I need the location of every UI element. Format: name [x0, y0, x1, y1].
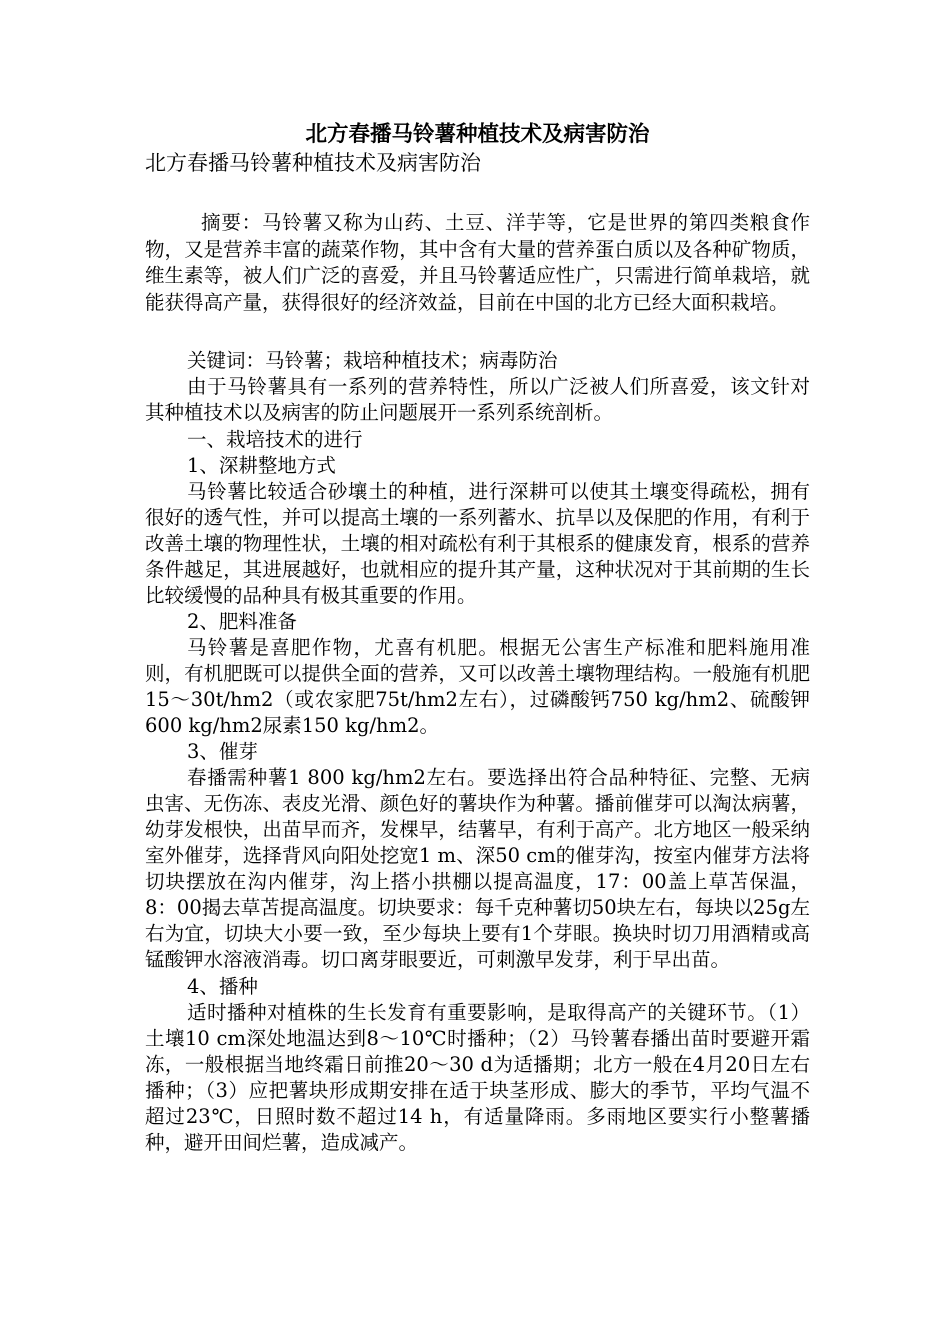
body-paragraph: 马铃薯比较适合砂壤土的种植，进行深耕可以使其土壤变得疏松，拥有很好的透气性，并可以提高土壤的一系列蓄水、抗旱以及保肥的作用，有利于改善土壤的物理性状，土壤的相对疏松有利于其根系的健康发育，根系的营养条件越足，其进展越好，也就相应的提升其产量，这种状况对于其前期的生长比较缓慢的品种具有极其重要的作用。	[145, 479, 810, 607]
document-subtitle: 北方春播马铃薯种植技术及病害防治	[145, 151, 481, 175]
subsection-heading: 4、播种	[187, 974, 258, 998]
subsection-heading: 3、催芽	[187, 740, 258, 764]
body-paragraph: 春播需种薯1 800 kg/hm2左右。要选择出符合品种特征、完整、无病虫害、无伤冻、表皮光滑、颜色好的薯块作为种薯。播前催芽可以淘汰病薯，幼芽发根快，出苗早而齐，发棵早，结薯早，有利于高产。北方地区一般采纳室外催芽，选择背风向阳处挖宽1 m、深50 cm的催芽沟，按室内催芽方法将切块摆放在沟内催芽，沟上搭小拱棚以提高温度，17：00盖上草苫保温，8：00揭去草苫提高温度。切块要求：每千克种薯切50块左右，每块以25g左右为宜，切块大小要一致，至少每块上要有1个芽眼。换块时切刀用酒精或高锰酸钾水溶液消毒。切口离芽眼要近，可刺激早发芽，利于早出苗。	[145, 766, 810, 972]
subsection-heading: 2、肥料准备	[187, 609, 297, 633]
body-paragraph: 适时播种对植株的生长发育有重要影响，是取得高产的关键环节。（1）土壤10 cm深处地温达到8～10℃时播种；（2）马铃薯春播出苗时要避开霜冻，一般根据当地终霜日前推20～30 d为适播期；北方一般在4月20日左右播种；（3）应把薯块形成期安排在适于块茎形成、膨大的季节，平均气温不超过23℃，日照时数不超过14 h，有适量降雨。多雨地区要实行小整薯播种，避开田间烂薯，造成减产。	[145, 1000, 810, 1154]
body-paragraph: 马铃薯是喜肥作物，尤喜有机肥。根据无公害生产标准和肥料施用准则，有机肥既可以提供全面的营养，又可以改善土壤物理结构。一般施有机肥15～30t/hm2（或农家肥75t/hm2左右），过磷酸钙750 kg/hm2、硫酸钾600 kg/hm2尿素150 kg/hm2。	[145, 635, 810, 738]
blank-line	[145, 316, 810, 348]
keywords-line: 关键词：马铃薯；栽培种植技术；病毒防治	[187, 349, 558, 373]
document-title: 北方春播马铃薯种植技术及病害防治	[305, 122, 650, 147]
abstract-paragraph: 摘要：马铃薯又称为山药、土豆、洋芋等，它是世界的第四类粮食作物，又是营养丰富的蔬菜作物，其中含有大量的营养蛋白质以及各种矿物质，维生素等，被人们广泛的喜爱，并且马铃薯适应性广，只需进行简单栽培，就能获得高产量，获得很好的经济效益，目前在中国的北方已经大面积栽培。	[145, 211, 810, 314]
section-heading: 一、栽培技术的进行	[187, 427, 363, 451]
subsection-heading: 1、深耕整地方式	[187, 453, 336, 477]
blank-line	[145, 177, 810, 210]
intro-paragraph: 由于马铃薯具有一系列的营养特性，所以广泛被人们所喜爱，该文针对其种植技术以及病害的防止问题展开一系列系统剖析。	[145, 375, 810, 425]
document-page	[145, 121, 810, 1156]
